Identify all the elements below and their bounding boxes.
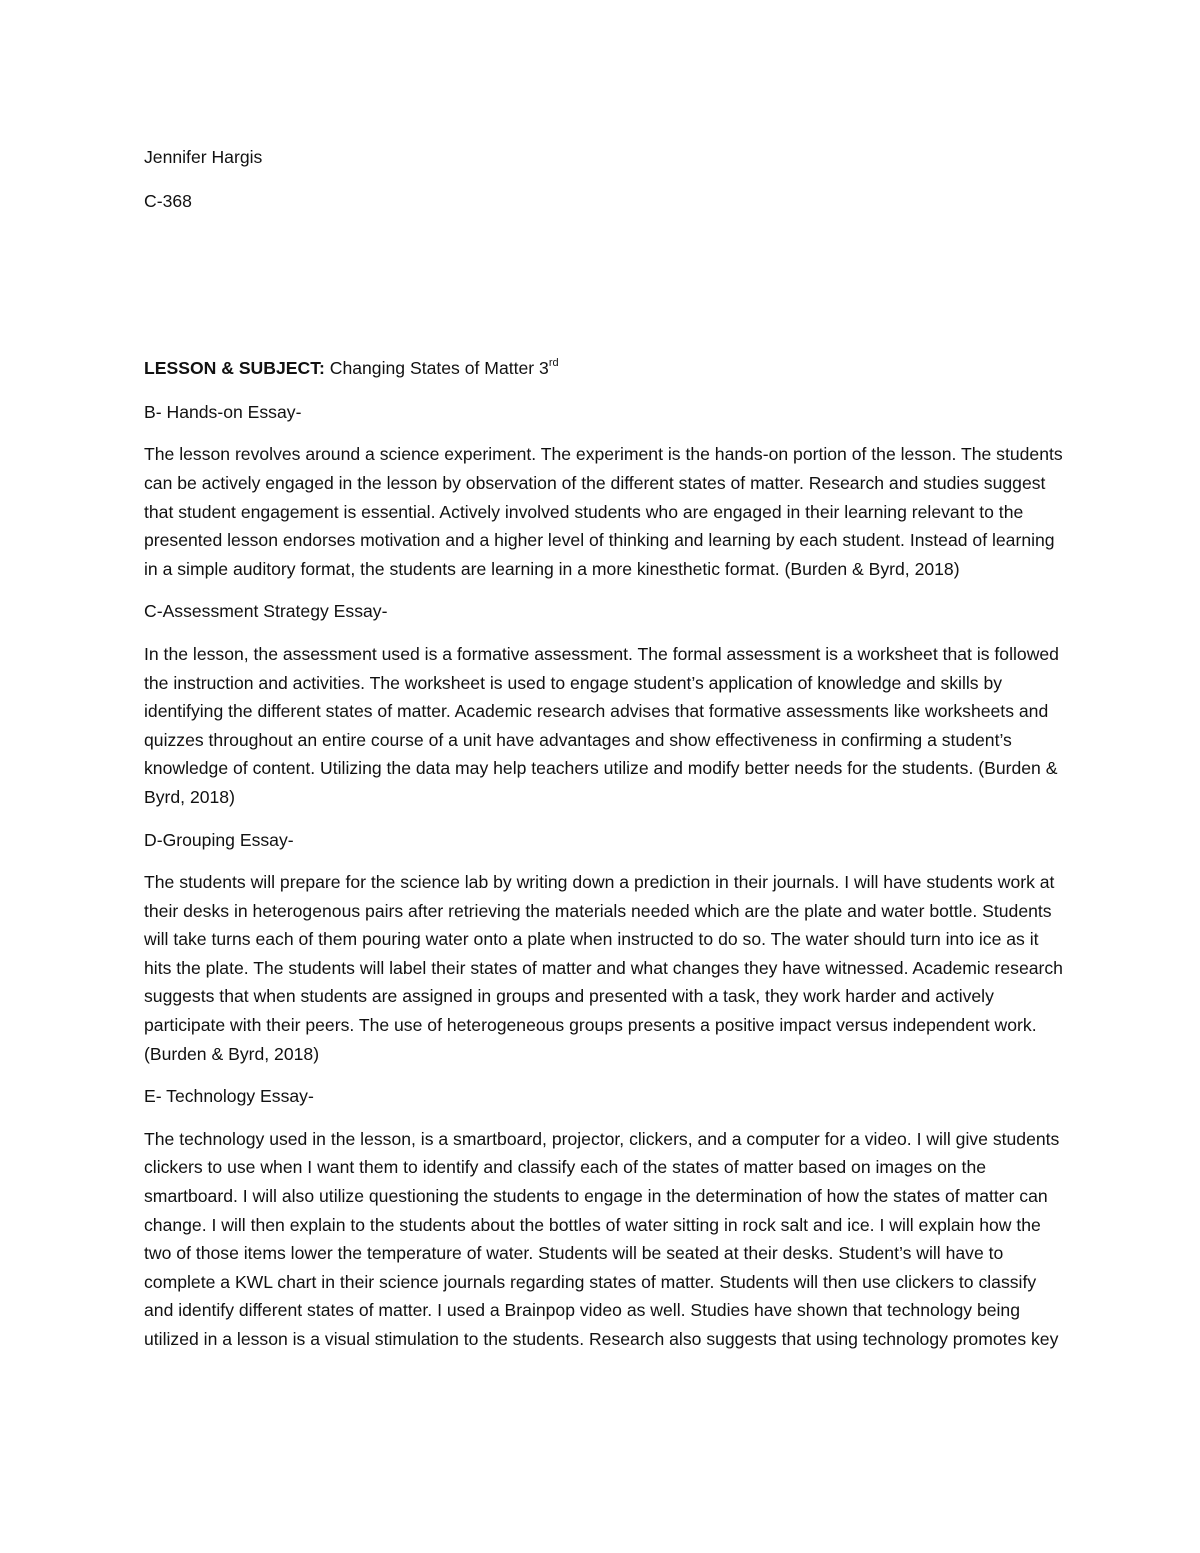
lesson-subject-label: LESSON & SUBJECT: xyxy=(144,358,325,379)
assessment-heading: C-Assessment Strategy Essay- xyxy=(144,601,388,622)
technology-paragraph: The technology used in the lesson, is a smartboard, projector, clickers, and a computer for a video. I will give students clickers to use when I want them to identify and classify each of the states of matter based on images on the smartboard. I will also utilize questioning the students to engage in the determination of how the states of matter can change. I will then explain to the students about the bottles of water sitting in rock salt and ice. I will explain how the two of those items lower the temperature of water. Students will be seated at their desks. Student’s will have to complete a KWL chart in their science journals regarding states of matter. Students will then use clickers to classify and identify different states of matter. I used a Brainpop video as well. Studies have shown that technology being utilized in a lesson is a visual stimulation to the students. Research also suggests that using technology promotes key xyxy=(144,1128,1060,1349)
course-code: C-368 xyxy=(144,190,192,211)
document-body xyxy=(144,143,1064,1354)
lesson-subject-title: Changing States of Matter 3 xyxy=(324,358,549,379)
lesson-subject-line xyxy=(144,354,1064,383)
assessment-paragraph: In the lesson, the assessment used is a formative assessment. The formal assessment is a worksheet that is followed the instruction and activities. The worksheet is used to engage student’s application of knowledge and skills by identifying the different states of matter. Academic research advises that formative assessments like worksheets and quizzes throughout an entire course of a unit have advantages and show effectiveness in confirming a student’s knowledge of content. Utilizing the data may help teachers utilize and modify better needs for the students. (Burden & Byrd, 2018) xyxy=(144,643,1059,807)
hands-on-paragraph: The lesson revolves around a science experiment. The experiment is the hands-on portion of the lesson. The students can be actively engaged in the lesson by observation of the different states of matter. Research and studies suggest that student engagement is essential. Actively involved students who are engaged in their learning relevant to the presented lesson endorses motivation and a higher level of thinking and learning by each student. Instead of learning in a simple auditory format, the students are learning in a more kinesthetic format. (Burden & Byrd, 2018) xyxy=(144,444,1063,579)
grade-ordinal-suffix: rd xyxy=(548,357,559,370)
hands-on-heading: B- Hands-on Essay- xyxy=(144,401,302,422)
author-name: Jennifer Hargis xyxy=(144,147,263,167)
technology-heading: E- Technology Essay- xyxy=(144,1086,314,1107)
grouping-paragraph: The students will prepare for the science lab by writing down a prediction in their journals. I will have students work at their desks in heterogenous pairs after retrieving the materials needed which are the plate and water bottle. Students will take turns each of them pouring water onto a plate when instructed to do so. The water should turn into ice as it hits the plate. The students will label their states of matter and what changes they have witnessed. Academic research suggests that when students are assigned in groups and presented with a task, they work harder and actively participate with their peers. The use of heterogeneous groups presents a positive impact versus independent work. (Burden & Byrd, 2018) xyxy=(144,872,1063,1064)
grouping-heading: D-Grouping Essay- xyxy=(144,829,294,850)
